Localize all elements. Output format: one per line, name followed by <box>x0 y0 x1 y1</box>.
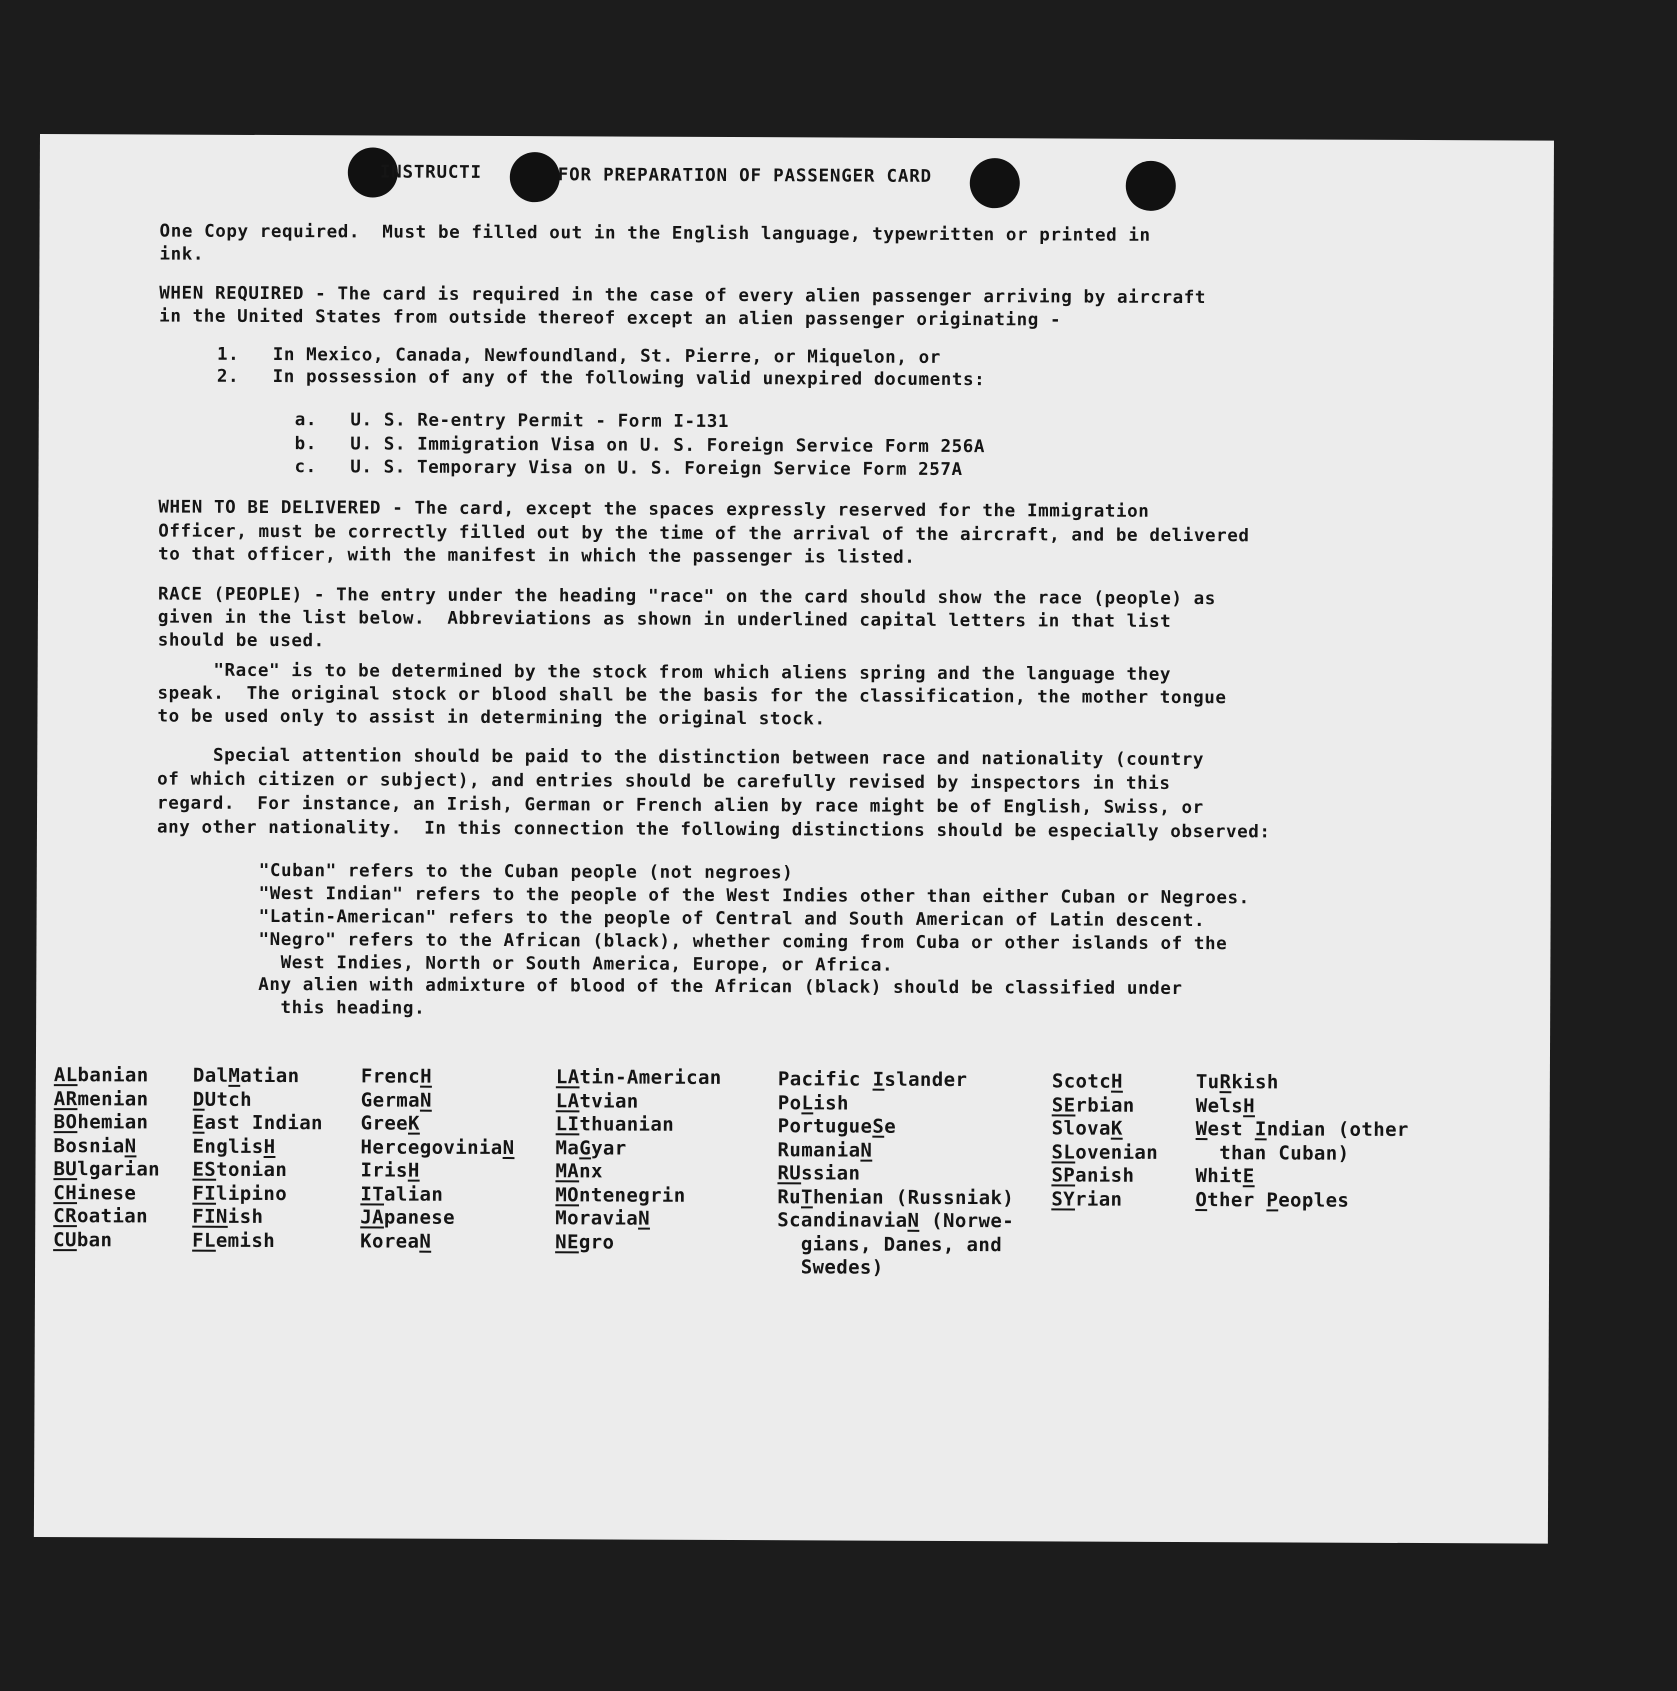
race-name-part: gro <box>578 1230 615 1254</box>
race-name-part: Swedes) <box>777 1256 884 1279</box>
race-abbreviation: LA <box>555 1066 580 1089</box>
race-abbreviation: D <box>192 1088 205 1111</box>
distinction-line: West Indies, North or South America, Europe, or Africa. <box>258 952 894 976</box>
race-name-part: Ma <box>555 1136 580 1159</box>
race-abbreviation: H <box>420 1065 432 1088</box>
race-abbreviation: N <box>419 1230 432 1253</box>
race-abbreviation: N <box>638 1207 651 1230</box>
race-list-item <box>1195 1189 1408 1213</box>
race-abbreviation: H <box>1111 1070 1123 1093</box>
race-list-item <box>1052 1141 1159 1165</box>
race-name-part: oatian <box>76 1205 149 1228</box>
race-name-part: hemian <box>77 1111 149 1134</box>
race-list-item <box>778 1092 1015 1117</box>
race-name-part: Portugue <box>777 1115 873 1138</box>
race-abbreviation: JA <box>360 1206 385 1229</box>
race-list-item <box>777 1233 1014 1258</box>
race-name-part: Iris <box>360 1159 408 1182</box>
distinction-line: "West Indian" refers to the people of the West Indies other than either Cuban or Negroes. <box>258 883 1250 909</box>
race-list-column <box>555 1066 722 1255</box>
race-name-part: thuanian <box>579 1113 675 1136</box>
race-name-part: alian <box>384 1183 444 1206</box>
race-name-part: than Cuban) <box>1195 1141 1350 1165</box>
race-name-part: Wels <box>1195 1094 1244 1117</box>
race-list-item <box>1052 1070 1159 1094</box>
race-list-item <box>192 1206 322 1230</box>
race-list-item <box>1196 1142 1409 1166</box>
race-list-item <box>53 1158 160 1182</box>
race-name-part: ther <box>1207 1188 1267 1211</box>
race-name-part: ish <box>227 1205 264 1228</box>
race-name-part: henian (Russniak) <box>812 1185 1015 1209</box>
race-abbreviation: LI <box>555 1113 580 1136</box>
document-subitem: a. U. S. Re-entry Permit - Form I-131 <box>294 410 730 433</box>
page-title-right: FOR PREPARATION OF PASSENGER CARD <box>557 165 932 187</box>
distinction-line: "Negro" refers to the African (black), whether coming from Cuba or other islands of the <box>258 929 1228 955</box>
when-required-line: WHEN REQUIRED - The card is required in the case of every alien passenger arriving by aircraft <box>159 283 1207 309</box>
race-name-part: tch <box>216 1088 253 1111</box>
race-paragraph-line: to be used only to assist in determining the original stock. <box>157 706 826 730</box>
race-name-part: gians, Danes, and <box>777 1232 1003 1256</box>
race-list-item <box>555 1160 721 1184</box>
race-name-part: emish <box>215 1229 276 1252</box>
document-subitem: c. U. S. Temporary Visa on U. S. Foreign Service Form 257A <box>294 457 963 481</box>
race-abbreviation: ES <box>192 1158 217 1181</box>
race-paragraph-line: speak. The original stock or blood shall be the basis for the classification, the mother tongue <box>157 683 1227 709</box>
race-list-item <box>360 1159 514 1183</box>
when-required-line: in the United States from outside thereof except an alien passenger originating - <box>159 306 1062 331</box>
race-list-item <box>361 1112 515 1136</box>
race-name-part: Scandinavia <box>777 1209 908 1232</box>
race-name-part: ban <box>76 1228 113 1251</box>
punch-hole <box>510 152 560 202</box>
race-list-item <box>192 1229 322 1253</box>
race-abbreviation: MA <box>555 1160 580 1183</box>
distinction-line: Any alien with admixture of blood of the African (black) should be classified under <box>258 974 1183 999</box>
race-list-item <box>1196 1071 1409 1095</box>
race-abbreviation: SL <box>1051 1140 1076 1164</box>
race-name-part: Ru <box>777 1185 802 1208</box>
race-name-part: menian <box>77 1087 149 1110</box>
exception-item: 1. In Mexico, Canada, Newfoundland, St. Pierre, or Miquelon, or <box>216 344 941 368</box>
race-name-part: Frenc <box>360 1065 421 1088</box>
punch-hole <box>970 158 1020 208</box>
page-title-left: INSTRUCTI <box>379 162 482 183</box>
distinction-line: this heading. <box>258 997 426 1019</box>
when-delivered-line: Officer, must be correctly filled out by the time of the arrival of the aircraft, and be delivered <box>158 521 1250 547</box>
race-list-item <box>1051 1188 1158 1212</box>
race-list-item <box>556 1090 722 1114</box>
race-abbreviation: N <box>419 1089 432 1112</box>
race-paragraph-line: of which citizen or subject), and entries should be carefully revised by inspectors in this <box>157 769 1171 794</box>
race-name-part: ish <box>813 1091 849 1115</box>
intro-line: One Copy required. Must be filled out in the English language, typewritten or printed in <box>159 221 1151 246</box>
race-abbreviation: O <box>1195 1188 1208 1211</box>
race-list-item <box>54 1135 161 1159</box>
race-abbreviation: H <box>263 1135 276 1158</box>
race-abbreviation: N <box>860 1139 873 1162</box>
race-list-item <box>193 1065 323 1089</box>
race-abbreviation: M <box>228 1064 241 1087</box>
race-abbreviation: SY <box>1051 1187 1076 1211</box>
race-list-item <box>777 1162 1014 1187</box>
race-list-item <box>555 1207 721 1231</box>
race-abbreviation: SP <box>1051 1164 1076 1187</box>
race-abbreviation: AL <box>53 1064 78 1087</box>
race-abbreviation: CH <box>53 1181 78 1204</box>
race-name-part: lipino <box>216 1182 288 1205</box>
race-name-part: Moravia <box>555 1207 639 1230</box>
race-abbreviation: H <box>407 1159 420 1182</box>
race-list-column <box>1051 1070 1158 1211</box>
race-name-part: Germa <box>360 1088 421 1112</box>
race-list-item <box>193 1088 323 1112</box>
race-list-item <box>360 1206 514 1230</box>
race-name-part: banian <box>77 1064 149 1087</box>
race-list-item <box>361 1089 515 1113</box>
race-abbreviation: FL <box>192 1229 216 1252</box>
race-name-part: eoples <box>1278 1188 1350 1212</box>
race-list-item <box>778 1139 1015 1164</box>
race-abbreviation: MO <box>555 1183 580 1206</box>
race-name-part: rian <box>1075 1188 1123 1211</box>
race-abbreviation: E <box>1242 1165 1255 1188</box>
race-name-part: lgarian <box>77 1158 161 1181</box>
race-abbreviation: SE <box>1051 1093 1076 1117</box>
race-name-part: tvian <box>579 1089 639 1113</box>
race-abbreviation: CR <box>53 1205 78 1228</box>
document-subitem: b. U. S. Immigration Visa on U. S. Foreign Service Form 256A <box>294 434 986 458</box>
race-abbreviation: I <box>872 1068 885 1091</box>
race-abbreviation: K <box>1110 1117 1123 1140</box>
race-name-part: Rumania <box>777 1138 861 1162</box>
race-abbreviation: H <box>1243 1094 1256 1117</box>
race-list-item <box>360 1183 514 1207</box>
race-list-item <box>1052 1117 1159 1141</box>
race-abbreviation: BU <box>53 1158 78 1181</box>
race-abbreviation: AR <box>53 1087 78 1110</box>
race-abbreviation: E <box>192 1111 205 1134</box>
distinction-line: "Latin-American" refers to the people of Central and South American of Latin descent. <box>258 906 1206 932</box>
race-name-part: Gree <box>360 1112 409 1135</box>
race-list-item <box>192 1182 322 1206</box>
race-abbreviation: NE <box>555 1230 579 1253</box>
race-list-item <box>1052 1094 1159 1118</box>
race-list-item <box>193 1112 323 1136</box>
race-name-part: nx <box>579 1160 603 1183</box>
exception-item: 2. In possession of any of the following valid unexpired documents: <box>216 366 986 391</box>
race-paragraph-line: "Race" is to be determined by the stock from which aliens spring and the language they <box>157 660 1172 685</box>
race-name-part: Bosnia <box>53 1134 125 1157</box>
race-name-part: Scotc <box>1051 1070 1112 1093</box>
race-list-column <box>53 1064 160 1252</box>
race-abbreviation: N <box>907 1209 920 1232</box>
race-list-item <box>1196 1095 1409 1119</box>
race-name-part: est <box>1207 1118 1255 1141</box>
race-list-column <box>777 1068 1015 1281</box>
race-name-part: anish <box>1075 1164 1135 1187</box>
race-paragraph-line: regard. For instance, an Irish, German or French alien by race might be of English, Swiss, or <box>157 793 1204 819</box>
race-abbreviation: N <box>124 1134 137 1157</box>
race-name-part: Slova <box>1051 1117 1111 1140</box>
race-name-part: ntenegrin <box>579 1183 686 1207</box>
race-name-part: tin-American <box>579 1066 722 1089</box>
race-name-part: Tu <box>1195 1071 1220 1094</box>
race-name-part: Hercegovinia <box>360 1135 503 1159</box>
race-name-part: ssian <box>801 1162 861 1185</box>
race-name-part: Englis <box>192 1135 264 1158</box>
race-list-item <box>53 1182 160 1206</box>
race-abbreviation: P <box>1266 1188 1279 1211</box>
race-name-part: atian <box>240 1064 300 1088</box>
race-paragraph-line: Special attention should be paid to the distinction between race and nationality (country <box>157 745 1205 771</box>
race-list-item <box>778 1068 1015 1093</box>
race-name-part: slander <box>884 1068 968 1092</box>
race-list-column <box>1195 1071 1409 1213</box>
race-name-part: Pacific <box>777 1068 873 1091</box>
race-list-item <box>556 1137 722 1161</box>
race-name-part: U <box>204 1088 217 1111</box>
race-name-part: kish <box>1231 1071 1279 1094</box>
race-name-part: yar <box>591 1136 627 1160</box>
race-list-item <box>777 1256 1014 1281</box>
race-list-item <box>556 1066 722 1090</box>
race-paragraph-line: any other nationality. In this connection the following distinctions should be especially observed: <box>156 817 1271 843</box>
race-abbreviation: FI <box>192 1182 217 1205</box>
race-abbreviation: I <box>1254 1118 1267 1141</box>
race-name-part: Dal <box>192 1064 229 1087</box>
race-list-item <box>361 1136 515 1160</box>
race-name-part: inese <box>77 1181 137 1204</box>
race-list-column <box>360 1065 515 1254</box>
race-abbreviation: IT <box>360 1182 385 1206</box>
document-page <box>34 134 1554 1544</box>
race-abbreviation: FIN <box>192 1205 228 1228</box>
race-abbreviation: L <box>801 1091 814 1114</box>
race-name-part: Whit <box>1195 1165 1243 1188</box>
when-delivered-line: WHEN TO BE DELIVERED - The card, except the spaces expressly reserved for the Immigration <box>158 497 1150 522</box>
punch-hole <box>1126 161 1176 211</box>
race-name-part: Korea <box>360 1229 420 1253</box>
race-list-item <box>360 1230 514 1254</box>
race-name-part: ast Indian <box>204 1111 323 1135</box>
race-list-item <box>193 1135 323 1159</box>
race-list-item <box>778 1115 1015 1140</box>
race-paragraph-line: RACE (PEOPLE) - The entry under the heading "race" on the card should show the race (people) as <box>157 584 1216 610</box>
race-abbreviation: S <box>872 1115 885 1138</box>
intro-line: ink. <box>159 244 205 265</box>
distinction-line: "Cuban" refers to the Cuban people (not negroes) <box>258 860 794 884</box>
race-name-part: (Norwe- <box>919 1209 1015 1233</box>
race-abbreviation: G <box>579 1136 592 1159</box>
race-list-item <box>192 1159 322 1183</box>
race-abbreviation: BO <box>53 1111 78 1134</box>
race-list-item <box>361 1065 515 1089</box>
when-delivered-line: to that officer, with the manifest in which the passenger is listed. <box>158 544 916 568</box>
race-list-item <box>53 1229 160 1253</box>
race-name-part: e <box>884 1115 897 1138</box>
race-name-part: tonian <box>216 1158 288 1182</box>
race-list-item <box>1195 1165 1408 1189</box>
race-list-item <box>54 1064 161 1088</box>
race-abbreviation: N <box>502 1136 515 1159</box>
race-list-item <box>54 1088 161 1112</box>
race-abbreviation: K <box>407 1112 420 1135</box>
race-list-item <box>777 1186 1014 1211</box>
race-abbreviation: T <box>801 1185 813 1208</box>
race-list-item <box>555 1231 721 1255</box>
race-list-item <box>53 1205 160 1229</box>
race-name-part: panese <box>383 1206 456 1229</box>
race-list-item <box>1196 1118 1409 1142</box>
race-list-column <box>192 1065 323 1254</box>
race-name-part: ovenian <box>1075 1141 1159 1164</box>
race-abbreviation: W <box>1195 1118 1208 1141</box>
race-abbreviation: RU <box>777 1162 802 1185</box>
race-abbreviation: CU <box>53 1228 77 1251</box>
race-name-part: ndian (other <box>1266 1118 1409 1141</box>
race-paragraph-line: should be used. <box>157 630 325 652</box>
race-list-item <box>777 1209 1014 1234</box>
race-list-item <box>1051 1164 1158 1188</box>
race-list-item <box>54 1111 161 1135</box>
race-name-part: rbian <box>1075 1094 1135 1117</box>
race-name-part: Po <box>777 1091 802 1114</box>
race-abbreviation: R <box>1219 1071 1232 1094</box>
race-abbreviation: LA <box>555 1089 580 1112</box>
race-list-item <box>555 1184 721 1208</box>
race-paragraph-line: given in the list below. Abbreviations as shown in underlined capital letters in that list <box>157 607 1172 632</box>
race-list-item <box>556 1113 722 1137</box>
